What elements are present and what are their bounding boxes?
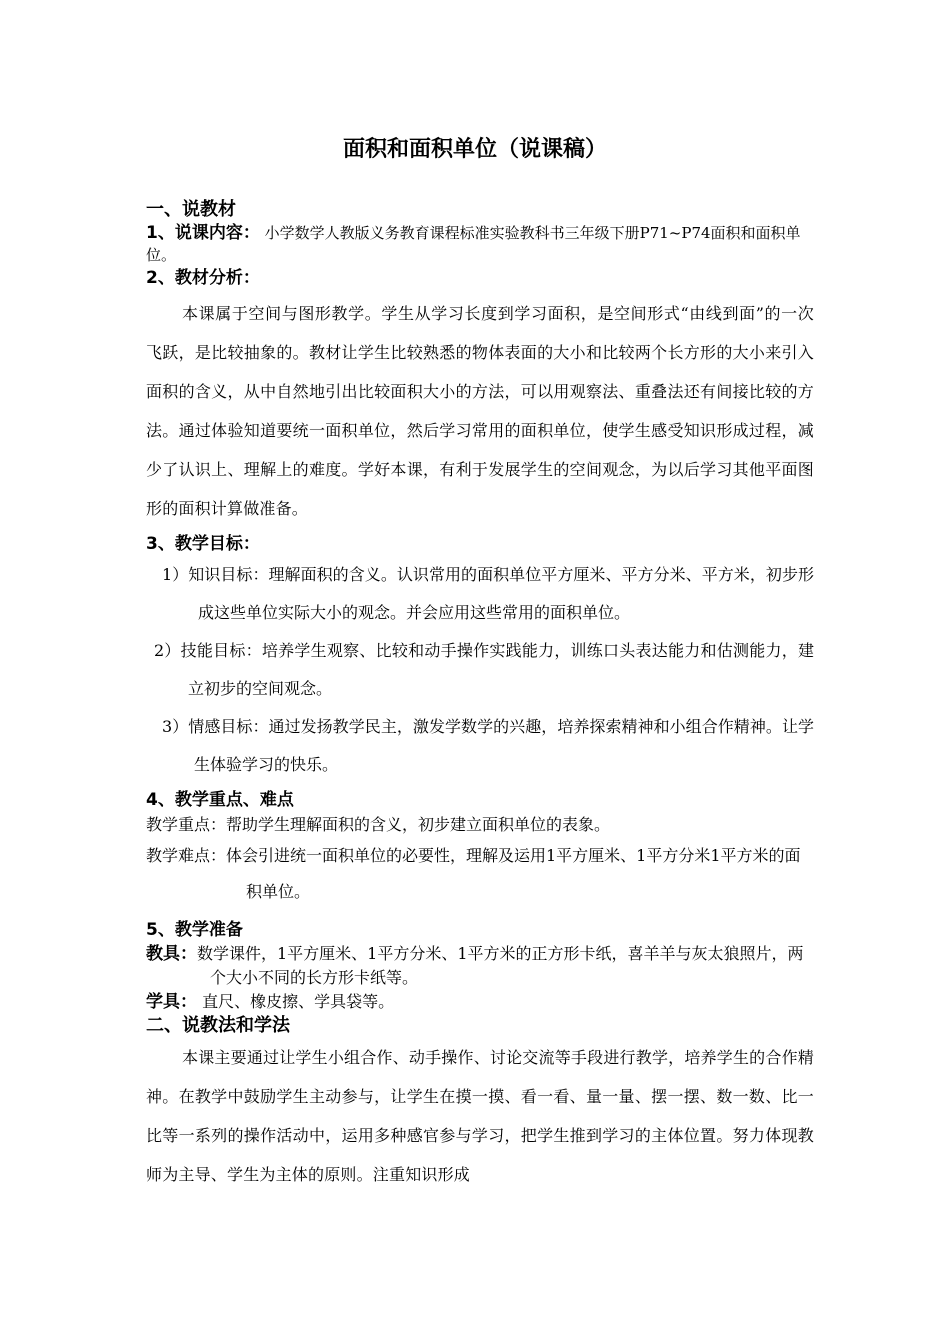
teaching-tools-text: 数学课件，1平方厘米、1平方分米、1平方米的正方形卡纸，喜羊羊与灰太狼照片，两个大小不同的长方形卡纸等。 [197, 944, 804, 987]
teaching-tools-label: 教具： [146, 944, 197, 964]
section-heading-methods: 二、说教法和学法 [146, 1015, 290, 1036]
material-analysis-paragraph: 本课属于空间与图形教学。学生从学习长度到学习面积，是空间形式“由线到面”的一次飞跃，是比较抽象的。教材让学生比较熟悉的物体表面的大小和比较两个长方形的大小来引入面积的含义，从中自然地引出比较面积大小的方法，可以用观察法、重叠法还有间接比较的方法。通过体验知道要统一面积单位，然后学习常用的面积单位，使学生感受知识形成过程，减少了认识上、理解上的难度。学好本课，有利于发展学生的空间观念，为以后学习其他平面图形的面积计算做准备。 [146, 304, 814, 518]
methods-paragraph: 本课主要通过让学生小组合作、动手操作、讨论交流等手段进行教学，培养学生的合作精神。在教学中鼓励学生主动参与，让学生在摸一摸、看一看、量一量、摆一摆、数一数、比一比等一系列的操作活动中，运用多种感官参与学习，把学生推到学习的主体位置。努力体现教师为主导、学生为主体的原则。注重知识形成 [146, 1048, 814, 1184]
teaching-tools [146, 942, 814, 990]
goal-emotion: 3）情感目标：通过发扬教学民主，激发学数学的兴趣，培养探索精神和小组合作精神。让学生体验学习的快乐。 [162, 717, 814, 774]
document-body [146, 198, 814, 1194]
student-tools-text: 直尺、橡皮擦、学具袋等。 [197, 992, 395, 1011]
subheading-teaching-goals: 3、教学目标： [146, 534, 260, 554]
section-heading-teaching-material: 一、说教材 [146, 199, 236, 220]
lesson-content [146, 222, 814, 266]
goal-knowledge: 1）知识目标：理解面积的含义。认识常用的面积单位平方厘米、平方分米、平方米，初步形成这些单位实际大小的观念。并会应用这些常用的面积单位。 [162, 565, 814, 622]
lesson-content-text: 小学数学人教版义务教育课程标准实验教科书三年级下册P71~P74面积和面积单位。 [146, 224, 801, 264]
teaching-focus: 教学重点：帮助学生理解面积的含义，初步建立面积单位的表象。 [146, 815, 611, 834]
student-tools-label: 学具： [146, 992, 197, 1012]
subheading-material-analysis: 2、教材分析： [146, 268, 260, 288]
student-tools [146, 990, 814, 1014]
teaching-difficulty: 教学难点：体会引进统一面积单位的必要性，理解及运用1平方厘米、1平方分米1平方米的面积单位。 [146, 846, 801, 901]
document-title: 面积和面积单位（说课稿） [342, 137, 607, 162]
goal-skill: 2）技能目标：培养学生观察、比较和动手操作实践能力，训练口头表达能力和估测能力，建立初步的空间观念。 [154, 641, 814, 698]
subheading-key-points: 4、教学重点、难点 [146, 790, 294, 810]
lesson-content-label: 1、说课内容： [146, 223, 260, 243]
subheading-teaching-prep: 5、教学准备 [146, 920, 243, 940]
